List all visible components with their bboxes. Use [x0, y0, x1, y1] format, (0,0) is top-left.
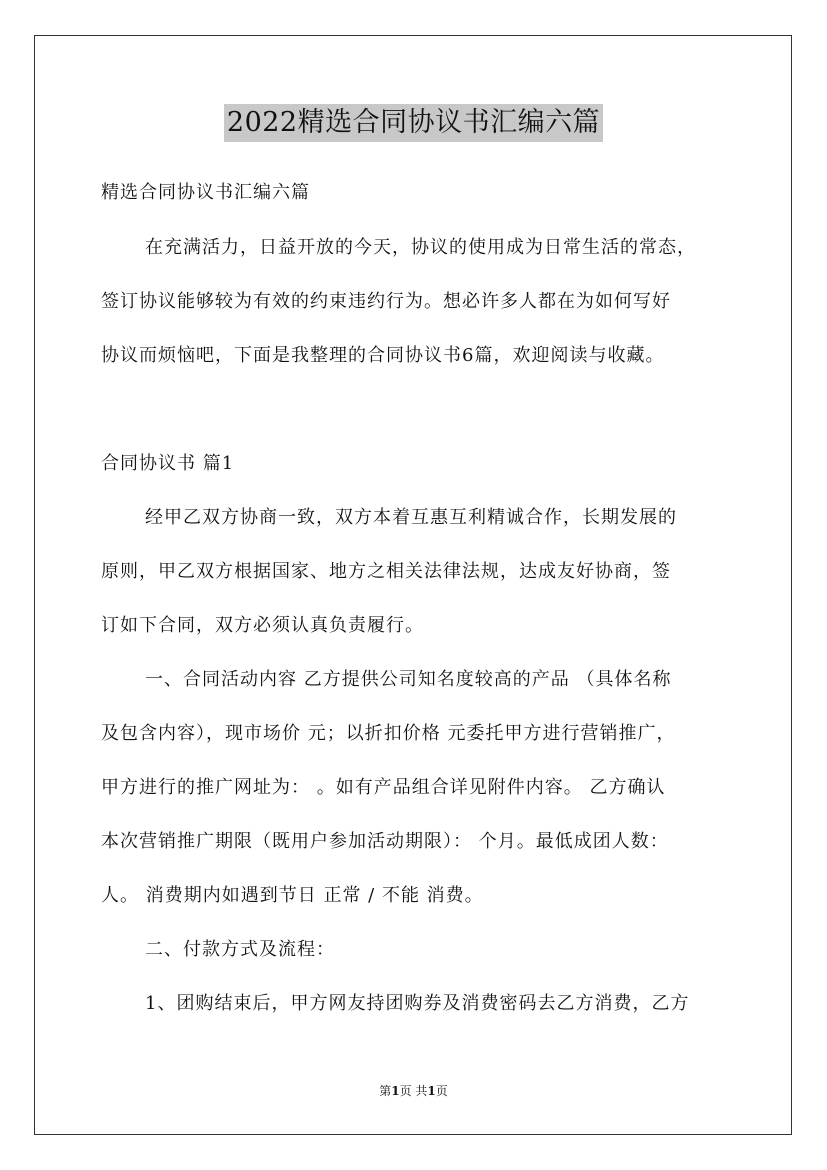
footer-mid: 页 共 [399, 1084, 428, 1098]
title-wrap [0, 104, 827, 142]
paragraph-line: 原则，甲乙双方根据国家、地方之相关法律法规，达成友好协商，签 [101, 561, 671, 582]
footer-suffix: 页 [435, 1084, 448, 1098]
paragraph-line: 签订协议能够较为有效的约束违约行为。想必许多人都在为如何写好 [101, 291, 671, 312]
paragraph-line: 二、付款方式及流程： [145, 939, 335, 960]
paragraph-line: 人。 消费期内如遇到节日 正常 / 不能 消费。 [101, 885, 484, 906]
footer-total-pages: 1 [427, 1084, 436, 1098]
paragraph-line: 1、团购结束后，甲方网友持团购券及消费密码去乙方消费，乙方 [145, 993, 690, 1014]
section-heading: 合同协议书 篇1 [101, 453, 235, 474]
page-footer [0, 1083, 827, 1099]
paragraph-line: 一、合同活动内容 乙方提供公司知名度较高的产品 （具体名称 [145, 669, 672, 690]
footer-current-page: 1 [391, 1084, 400, 1098]
paragraph-line: 甲方进行的推广网址为： 。如有产品组合详见附件内容。 乙方确认 [101, 777, 666, 798]
paragraph-line: 协议而烦恼吧，下面是我整理的合同协议书6篇，欢迎阅读与收藏。 [101, 345, 665, 366]
document-subtitle: 精选合同协议书汇编六篇 [101, 182, 310, 203]
paragraph-line: 经甲乙双方协商一致，双方本着互惠互利精诚合作，长期发展的 [145, 507, 677, 528]
paragraph-line: 及包含内容），现市场价 元；以折扣价格 元委托甲方进行营销推广， [101, 723, 676, 744]
paragraph-line: 订如下合同，双方必须认真负责履行。 [101, 615, 424, 636]
document-title: 2022精选合同协议书汇编六篇 [224, 104, 603, 142]
footer-prefix: 第 [379, 1084, 392, 1098]
paragraph-line: 本次营销推广期限（既用户参加活动期限）： 个月。最低成团人数： [101, 831, 669, 852]
paragraph-line: 在充满活力，日益开放的今天，协议的使用成为日常生活的常态， [145, 237, 696, 258]
